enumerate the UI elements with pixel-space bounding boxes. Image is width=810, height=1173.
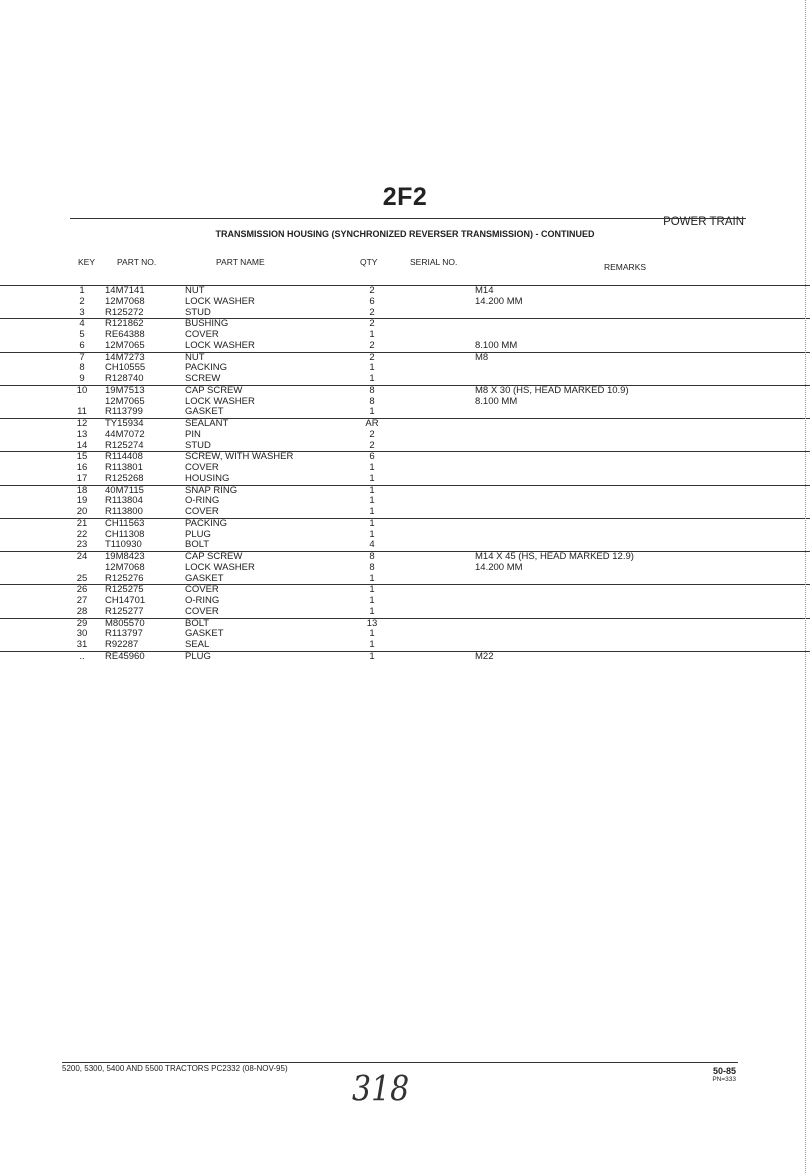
row-qty: AR (365, 418, 379, 429)
table-row (0, 640, 810, 651)
row-part-name: PLUG (185, 650, 211, 662)
row-part-name: HOUSING (185, 472, 230, 484)
column-header-remarks: REMARKS (604, 262, 647, 272)
row-part-no: 14M7273 (105, 351, 145, 363)
row-qty: 1 (369, 517, 375, 529)
row-part-no: RE45960 (105, 650, 145, 662)
row-qty: 1 (369, 373, 375, 384)
row-part-name: LOCK WASHER (185, 339, 255, 351)
table-row (0, 341, 810, 352)
row-qty: 1 (369, 495, 375, 507)
row-key: 29 (76, 617, 88, 629)
table-subtitle: TRANSMISSION HOUSING (SYNCHRONIZED REVERSER TRANSMISSION) - CONTINUED (215, 229, 595, 239)
row-part-name: COVER (185, 329, 219, 340)
table-row (0, 474, 810, 485)
row-qty: 1 (369, 650, 375, 662)
row-part-name: GASKET (185, 628, 224, 640)
row-part-no: R125268 (105, 472, 144, 484)
table-row (0, 651, 810, 663)
row-qty: 2 (369, 351, 375, 363)
row-key: 23 (76, 539, 88, 551)
footer-page-number: 50-85 (712, 1066, 736, 1076)
row-part-no: CH11563 (105, 517, 145, 529)
row-key: 12 (76, 418, 88, 429)
row-key: 27 (76, 595, 88, 606)
footer-pn: PN=333 (712, 1076, 736, 1083)
row-qty: 2 (369, 339, 375, 351)
row-part-no: R125272 (105, 306, 144, 318)
row-part-name: BOLT (185, 617, 210, 629)
header-rule (70, 218, 746, 219)
row-key: 18 (76, 484, 88, 496)
row-part-name: SEAL (185, 639, 210, 650)
page-title: 2F2 (382, 183, 428, 211)
row-part-no: TY15934 (105, 418, 144, 429)
row-qty: 1 (369, 462, 375, 473)
row-key: 16 (76, 462, 88, 473)
row-key: 4 (79, 318, 85, 330)
row-part-no: RE64388 (105, 329, 145, 340)
row-part-name: COVER (185, 605, 219, 617)
row-key: 30 (76, 628, 88, 640)
row-part-no: R113799 (105, 406, 143, 418)
row-part-name: SNAP RING (185, 484, 238, 496)
table-row (0, 407, 810, 418)
row-part-no: 12M7065 (105, 395, 145, 407)
row-key: 6 (79, 339, 85, 351)
row-remarks: 8.100 MM (475, 339, 518, 351)
row-key: 10 (76, 384, 88, 396)
row-part-name: O-RING (185, 595, 220, 606)
row-qty: 1 (369, 472, 375, 484)
section-name: POWER TRAIN (663, 216, 744, 228)
row-qty: 1 (369, 628, 375, 640)
row-part-no: 44M7072 (105, 428, 145, 440)
row-part-no: CH14701 (105, 595, 146, 606)
row-part-no: 12M7068 (105, 295, 145, 307)
table-row (0, 540, 810, 551)
row-qty: 6 (369, 295, 375, 307)
table-row (0, 385, 810, 397)
row-part-name: COVER (185, 462, 219, 473)
footer-models: 5200, 5300, 5400 AND 5500 TRACTORS PC2332 (08-NOV-95) (62, 1064, 288, 1073)
row-part-name: PACKING (185, 517, 228, 529)
row-part-no: R125275 (105, 584, 144, 596)
row-remarks: M14 (475, 285, 494, 296)
row-qty: 4 (369, 539, 375, 551)
row-qty: 1 (369, 595, 375, 606)
row-key: 11 (77, 406, 87, 418)
row-key: 8 (79, 362, 85, 374)
row-part-name: COVER (185, 506, 219, 517)
row-part-no: R113804 (105, 495, 143, 507)
row-key: 15 (76, 451, 88, 463)
row-part-no: R125276 (105, 572, 144, 584)
handwritten-page-number: 318 (352, 1069, 410, 1110)
row-part-no: R121862 (105, 318, 144, 330)
row-qty: 1 (369, 484, 375, 496)
column-header-key: KEY (78, 257, 96, 267)
scan-edge (805, 0, 810, 1173)
row-qty: 1 (369, 605, 375, 617)
row-qty: 1 (369, 584, 375, 596)
row-key: 19 (76, 495, 88, 507)
row-qty: 8 (369, 551, 375, 562)
row-remarks: 14.200 MM (475, 295, 523, 307)
row-qty: 1 (369, 572, 375, 584)
row-part-name: LOCK WASHER (185, 561, 255, 573)
row-key: 14 (76, 439, 88, 451)
row-part-name: NUT (185, 351, 205, 363)
table-row (0, 430, 810, 441)
row-remarks: M14 X 45 (HS, HEAD MARKED 12.9) (475, 551, 634, 562)
row-remarks: M8 (475, 351, 489, 363)
row-key: 13 (76, 428, 88, 440)
row-part-name: COVER (185, 584, 219, 596)
row-part-no: R113797 (105, 628, 143, 640)
table-row (0, 418, 810, 430)
row-key: .. (79, 650, 85, 662)
row-part-no: 12M7068 (105, 561, 145, 573)
column-header-serial-no: SERIAL NO. (410, 257, 458, 267)
row-qty: 2 (369, 306, 375, 318)
row-key: 25 (76, 572, 88, 584)
row-remarks: M22 (475, 650, 494, 662)
row-part-name: BUSHING (185, 318, 229, 330)
row-part-no: 19M7513 (105, 384, 145, 396)
row-part-name: SCREW (185, 373, 221, 384)
row-part-name: GASKET (185, 572, 224, 584)
row-part-no: R125274 (105, 439, 144, 451)
row-part-name: BOLT (185, 539, 210, 551)
row-part-no: 12M7065 (105, 339, 145, 351)
table-row (0, 607, 810, 618)
row-key: 24 (76, 551, 88, 562)
row-part-no: R113800 (105, 506, 143, 517)
row-part-no: R125277 (105, 605, 144, 617)
footer-rule (62, 1062, 738, 1063)
table-row (0, 563, 810, 574)
table-row (0, 574, 810, 585)
row-part-no: T110930 (105, 539, 142, 551)
row-key: 17 (76, 472, 88, 484)
row-part-name: PLUG (185, 528, 211, 540)
parts-table (0, 285, 810, 663)
row-part-name: STUD (185, 439, 211, 451)
row-remarks: 8.100 MM (475, 395, 518, 407)
row-key: 22 (76, 528, 88, 540)
row-part-no: 14M7141 (105, 285, 145, 296)
row-part-no: 19M8423 (105, 551, 145, 562)
row-part-name: LOCK WASHER (185, 395, 255, 407)
row-qty: 1 (369, 639, 375, 650)
row-part-no: CH10555 (105, 362, 146, 374)
row-qty: 8 (369, 561, 375, 573)
row-part-no: R113801 (105, 462, 143, 473)
table-row (0, 441, 810, 452)
table-row (0, 297, 810, 308)
row-qty: 1 (369, 528, 375, 540)
row-part-no: R92287 (105, 639, 139, 650)
row-qty: 2 (369, 428, 375, 440)
row-qty: 8 (369, 395, 375, 407)
row-part-name: LOCK WASHER (185, 295, 255, 307)
row-key: 26 (76, 584, 88, 596)
row-key: 3 (79, 306, 85, 318)
row-part-name: SCREW, WITH WASHER (185, 451, 294, 463)
row-part-name: SEALANT (185, 418, 229, 429)
row-qty: 2 (369, 285, 375, 296)
row-qty: 6 (369, 451, 375, 463)
row-key: 20 (76, 506, 88, 517)
row-part-name: CAP SCREW (185, 384, 243, 396)
table-row (0, 308, 810, 319)
row-qty: 2 (369, 318, 375, 330)
row-part-name: PIN (185, 428, 201, 440)
row-part-name: NUT (185, 285, 205, 296)
row-qty: 8 (369, 384, 375, 396)
column-header-part-name: PART NAME (216, 257, 265, 267)
table-row (0, 374, 810, 385)
row-part-name: PACKING (185, 362, 228, 374)
row-part-name: CAP SCREW (185, 551, 243, 562)
row-qty: 2 (369, 439, 375, 451)
row-qty: 1 (369, 406, 375, 418)
row-part-no: R114408 (105, 451, 143, 463)
row-part-name: O-RING (185, 495, 220, 507)
row-part-no: M805570 (105, 617, 145, 629)
row-key: 21 (76, 517, 88, 529)
row-part-name: GASKET (185, 406, 224, 418)
column-header-qty: QTY (360, 257, 378, 267)
row-qty: 1 (369, 506, 375, 517)
row-qty: 1 (369, 329, 375, 340)
row-part-no: CH11308 (105, 528, 145, 540)
table-row (0, 507, 810, 518)
row-qty: 13 (366, 617, 378, 629)
row-key: 2 (79, 295, 85, 307)
row-part-name: STUD (185, 306, 211, 318)
row-key: 9 (79, 373, 85, 384)
row-key: 5 (79, 329, 85, 340)
table-row (0, 518, 810, 530)
row-remarks: M8 X 30 (HS, HEAD MARKED 10.9) (475, 384, 629, 396)
row-remarks: 14.200 MM (475, 561, 523, 573)
table-row (0, 551, 810, 563)
row-part-no: 40M7115 (105, 484, 144, 496)
column-header-part-no: PART NO. (117, 257, 157, 267)
row-key: 28 (76, 605, 88, 617)
row-key: 1 (79, 285, 85, 296)
row-part-no: R128740 (105, 373, 144, 384)
row-qty: 1 (369, 362, 375, 374)
row-key: 31 (76, 639, 88, 650)
row-key: 7 (79, 351, 85, 363)
table-row (0, 285, 810, 297)
